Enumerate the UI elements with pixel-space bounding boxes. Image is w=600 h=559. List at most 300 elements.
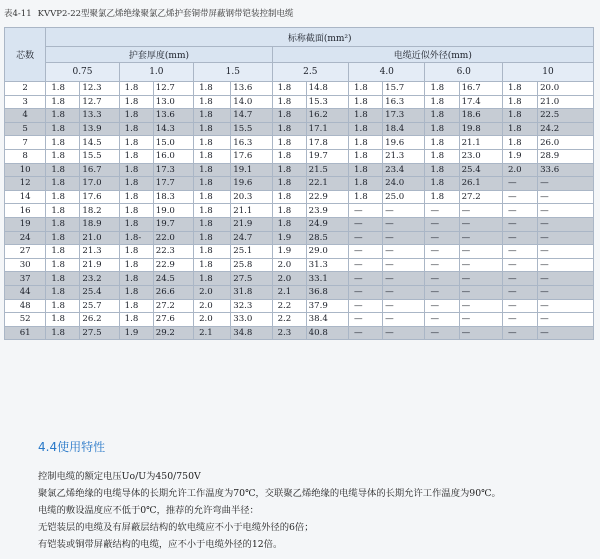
outer-diameter-cell: — — [459, 245, 502, 259]
sheath-thickness-cell: — — [349, 326, 383, 340]
outer-diameter-cell: — — [383, 272, 425, 286]
sheath-thickness-cell: — — [425, 326, 459, 340]
table-title: KVVP2-22型聚氯乙烯绝缘聚氯乙烯护套铜带屏蔽钢带铠装控制电缆 — [37, 9, 294, 19]
sheath-thickness-cell: 1.8 — [194, 177, 231, 191]
sheath-thickness-cell: — — [425, 258, 459, 272]
outer-diameter-cell: 23.9 — [306, 204, 348, 218]
cores-cell: 27 — [5, 245, 46, 259]
paragraph-rated-voltage: 控制电缆的额定电压Uo/U为450/750V — [38, 471, 201, 482]
outer-diameter-cell: 27.2 — [153, 299, 193, 313]
sheath-thickness-cell: 1.8 — [349, 136, 383, 150]
cores-cell: 8 — [5, 149, 46, 163]
outer-diameter-cell: 22.1 — [306, 177, 348, 191]
paragraph-laying-temperature: 电缆的敷设温度应不低于0℃，推荐的允许弯曲半径： — [38, 505, 259, 516]
outer-diameter-cell: 17.4 — [459, 95, 502, 109]
outer-diameter-cell: 21.0 — [80, 231, 119, 245]
outer-diameter-cell: 19.1 — [231, 163, 272, 177]
outer-diameter-cell: 19.7 — [306, 149, 348, 163]
outer-diameter-cell: 24.7 — [231, 231, 272, 245]
outer-diameter-cell: — — [459, 326, 502, 340]
sheath-thickness-cell: 1.8 — [194, 258, 231, 272]
sheath-thickness-cell: — — [349, 285, 383, 299]
outer-diameter-cell: 18.3 — [153, 190, 193, 204]
sheath-thickness-cell: 1.8 — [349, 149, 383, 163]
sheath-thickness-cell: — — [502, 326, 537, 340]
outer-diameter-cell: — — [459, 299, 502, 313]
sheath-thickness-cell: 1.8 — [272, 82, 306, 96]
outer-diameter-cell: 19.7 — [153, 217, 193, 231]
sheath-thickness-cell: 1.8 — [194, 204, 231, 218]
outer-diameter-cell: 17.3 — [153, 163, 193, 177]
table-row — [5, 258, 594, 272]
outer-diameter-cell: 27.5 — [231, 272, 272, 286]
sheath-thickness-cell: 1.8 — [272, 190, 306, 204]
sheath-thickness-cell: 1.8 — [272, 163, 306, 177]
sheath-thickness-cell: 1.9 — [272, 245, 306, 259]
outer-diameter-cell: — — [459, 272, 502, 286]
cores-header: 芯数 — [5, 28, 46, 82]
sheath-thickness-cell: 1.8 — [194, 122, 231, 136]
outer-diameter-cell: 22.9 — [153, 258, 193, 272]
outer-diameter-cell: — — [538, 231, 594, 245]
sheath-thickness-cell: 1.8 — [349, 177, 383, 191]
outer-diameter-cell: 14.8 — [306, 82, 348, 96]
sheath-thickness-cell: 1.9 — [119, 326, 153, 340]
sheath-thickness-cell: 1.8 — [46, 190, 80, 204]
sheath-thickness-cell: 1.8 — [194, 136, 231, 150]
cores-cell: 37 — [5, 272, 46, 286]
sheath-thickness-cell: 1.8 — [272, 109, 306, 123]
sheath-thickness-cell: 2.0 — [502, 163, 537, 177]
outer-diameter-cell: 33.6 — [538, 163, 594, 177]
outer-diameter-cell: 28.9 — [538, 149, 594, 163]
outer-diameter-cell: — — [538, 217, 594, 231]
sheath-thickness-cell: 1.8 — [119, 149, 153, 163]
cores-cell: 52 — [5, 313, 46, 327]
sheath-thickness-cell: 1.8 — [46, 136, 80, 150]
table-row — [5, 109, 594, 123]
cores-cell: 7 — [5, 136, 46, 150]
outer-diameter-cell: 25.8 — [231, 258, 272, 272]
outer-diameter-cell: 19.8 — [459, 122, 502, 136]
sheath-thickness-header: 护套厚度(mm) — [46, 47, 272, 63]
cores-cell: 10 — [5, 163, 46, 177]
outer-diameter-cell: — — [538, 245, 594, 259]
sheath-thickness-cell: 1.8 — [272, 217, 306, 231]
table-row — [5, 217, 594, 231]
cross-section-label: 1.5 — [194, 63, 273, 82]
outer-diameter-cell: 31.3 — [306, 258, 348, 272]
outer-diameter-cell: 19.6 — [383, 136, 425, 150]
sheath-thickness-cell: — — [502, 272, 537, 286]
sheath-thickness-cell: — — [425, 285, 459, 299]
outer-diameter-cell: — — [383, 217, 425, 231]
sheath-thickness-cell: 1.8 — [46, 82, 80, 96]
outer-diameter-cell: 14.0 — [231, 95, 272, 109]
sheath-thickness-cell: — — [349, 299, 383, 313]
outer-diameter-cell: — — [538, 326, 594, 340]
sheath-thickness-cell: 1.8 — [502, 82, 537, 96]
sheath-thickness-cell: — — [502, 313, 537, 327]
table-row — [5, 82, 594, 96]
cross-section-label: 6.0 — [425, 63, 502, 82]
outer-diameter-cell: 22.0 — [153, 231, 193, 245]
outer-diameter-cell: 14.3 — [153, 122, 193, 136]
sheath-thickness-cell: 1.8 — [119, 258, 153, 272]
outer-diameter-cell: 19.6 — [231, 177, 272, 191]
sheath-thickness-cell: 1.8 — [194, 190, 231, 204]
outer-diameter-cell: 13.3 — [80, 109, 119, 123]
cores-cell: 4 — [5, 109, 46, 123]
outer-diameter-cell: 15.5 — [80, 149, 119, 163]
table-row — [5, 149, 594, 163]
outer-diameter-cell: 29.2 — [153, 326, 193, 340]
cores-cell: 48 — [5, 299, 46, 313]
cores-cell: 3 — [5, 95, 46, 109]
sheath-thickness-cell: 1.8 — [119, 122, 153, 136]
outer-diameter-cell: 20.0 — [538, 82, 594, 96]
outer-diameter-cell: — — [538, 313, 594, 327]
outer-diameter-cell: 19.0 — [153, 204, 193, 218]
cores-cell: 61 — [5, 326, 46, 340]
outer-diameter-cell: 21.5 — [306, 163, 348, 177]
sheath-thickness-cell: 1.8 — [194, 95, 231, 109]
outer-diameter-cell: 17.0 — [80, 177, 119, 191]
paragraph-bend-radius-armored: 有铠装或铜带屏蔽结构的电缆，应不小于电缆外径的12倍。 — [38, 539, 283, 550]
table-row — [5, 122, 594, 136]
section-heading: 4.4使用特性 — [38, 440, 106, 454]
outer-diameter-cell: — — [538, 190, 594, 204]
outer-diameter-cell: 16.3 — [231, 136, 272, 150]
outer-diameter-cell: — — [459, 231, 502, 245]
outer-diameter-cell: 16.7 — [80, 163, 119, 177]
outer-diameter-cell: — — [459, 204, 502, 218]
sheath-thickness-cell: 1.8 — [349, 163, 383, 177]
sheath-thickness-cell: 1.8 — [272, 204, 306, 218]
sheath-thickness-cell: 1.8 — [46, 326, 80, 340]
sheath-thickness-cell: 1.8 — [46, 177, 80, 191]
outer-diameter-cell: — — [383, 231, 425, 245]
outer-diameter-cell: 21.3 — [80, 245, 119, 259]
outer-diameter-cell: 16.0 — [153, 149, 193, 163]
sheath-thickness-cell: 1.8 — [119, 109, 153, 123]
sheath-thickness-cell: — — [349, 217, 383, 231]
outer-diameter-cell: 22.9 — [306, 190, 348, 204]
sheath-thickness-cell: 1.8 — [194, 109, 231, 123]
outer-diameter-cell: 37.9 — [306, 299, 348, 313]
sheath-thickness-cell: 1.8 — [194, 272, 231, 286]
sheath-thickness-cell: 1.8- — [119, 231, 153, 245]
outer-diameter-cell: — — [538, 272, 594, 286]
table-row — [5, 163, 594, 177]
sheath-thickness-cell: — — [502, 245, 537, 259]
cross-section-label: 0.75 — [46, 63, 119, 82]
outer-diameter-cell: 21.0 — [538, 95, 594, 109]
cross-section-label: 2.5 — [272, 63, 348, 82]
sheath-thickness-cell: 1.8 — [46, 163, 80, 177]
outer-diameter-cell: — — [383, 313, 425, 327]
sheath-thickness-cell: — — [425, 299, 459, 313]
sheath-thickness-cell: 1.8 — [272, 122, 306, 136]
outer-diameter-cell: 17.6 — [231, 149, 272, 163]
outer-diameter-cell: — — [383, 258, 425, 272]
sheath-thickness-cell: 2.1 — [194, 326, 231, 340]
sheath-thickness-cell: 2.2 — [272, 313, 306, 327]
outer-diameter-cell: 18.9 — [80, 217, 119, 231]
sheath-thickness-cell: — — [425, 231, 459, 245]
outer-diameter-cell: — — [538, 285, 594, 299]
sheath-thickness-cell: 1.8 — [46, 313, 80, 327]
sheath-thickness-cell: — — [502, 285, 537, 299]
outer-diameter-cell: 21.1 — [231, 204, 272, 218]
outer-diameter-cell: — — [538, 258, 594, 272]
sheath-thickness-cell: 2.2 — [272, 299, 306, 313]
outer-diameter-cell: 34.8 — [231, 326, 272, 340]
outer-diameter-cell: 23.0 — [459, 149, 502, 163]
outer-diameter-cell: 36.8 — [306, 285, 348, 299]
outer-diameter-cell: 21.1 — [459, 136, 502, 150]
table-row — [5, 136, 594, 150]
sheath-thickness-cell: 1.8 — [119, 299, 153, 313]
sheath-thickness-cell: 1.8 — [502, 95, 537, 109]
cores-cell: 30 — [5, 258, 46, 272]
sheath-thickness-cell: 1.8 — [272, 149, 306, 163]
outer-diameter-cell: 17.1 — [306, 122, 348, 136]
sheath-thickness-cell: 1.8 — [119, 163, 153, 177]
outer-diameter-cell: 33.1 — [306, 272, 348, 286]
outer-diameter-cell: 15.0 — [153, 136, 193, 150]
table-row — [5, 245, 594, 259]
sheath-thickness-cell: 2.0 — [194, 285, 231, 299]
sheath-thickness-cell: — — [349, 204, 383, 218]
sheath-thickness-cell: — — [425, 313, 459, 327]
sheath-thickness-cell: 1.8 — [425, 82, 459, 96]
outer-diameter-cell: — — [538, 299, 594, 313]
sheath-thickness-cell: 1.8 — [46, 285, 80, 299]
sheath-thickness-cell: 1.8 — [119, 136, 153, 150]
sheath-thickness-cell: 1.8 — [502, 136, 537, 150]
table-row — [5, 299, 594, 313]
outer-diameter-cell: 26.2 — [80, 313, 119, 327]
outer-diameter-header: 电缆近似外径(mm) — [272, 47, 593, 63]
sheath-thickness-cell: 1.8 — [46, 258, 80, 272]
sheath-thickness-cell: — — [349, 313, 383, 327]
cross-section-label: 10 — [502, 63, 593, 82]
sheath-thickness-cell: 2.0 — [194, 313, 231, 327]
sheath-thickness-cell: 1.8 — [194, 82, 231, 96]
outer-diameter-cell: — — [538, 204, 594, 218]
sheath-thickness-cell: 1.8 — [272, 177, 306, 191]
table-row — [5, 326, 594, 340]
sheath-thickness-cell: 1.8 — [119, 190, 153, 204]
sheath-thickness-cell: 1.8 — [425, 163, 459, 177]
sheath-thickness-cell: 1.8 — [425, 122, 459, 136]
outer-diameter-cell: 24.9 — [306, 217, 348, 231]
cross-section-label: 1.0 — [119, 63, 193, 82]
sheath-thickness-cell: 1.8 — [46, 204, 80, 218]
sheath-thickness-cell: 2.3 — [272, 326, 306, 340]
outer-diameter-cell: 21.9 — [80, 258, 119, 272]
outer-diameter-cell: 22.5 — [538, 109, 594, 123]
sheath-thickness-cell: 2.1 — [272, 285, 306, 299]
table-row — [5, 285, 594, 299]
outer-diameter-cell: 18.6 — [459, 109, 502, 123]
sheath-thickness-cell: 1.9 — [502, 149, 537, 163]
outer-diameter-cell: 27.5 — [80, 326, 119, 340]
outer-diameter-cell: — — [383, 299, 425, 313]
sheath-thickness-cell: 1.8 — [119, 313, 153, 327]
outer-diameter-cell: 22.3 — [153, 245, 193, 259]
cross-section-header: 标称截面(mm²) — [46, 28, 594, 47]
outer-diameter-cell: — — [383, 245, 425, 259]
sheath-thickness-cell: 1.8 — [425, 136, 459, 150]
outer-diameter-cell: 40.8 — [306, 326, 348, 340]
outer-diameter-cell: 25.4 — [80, 285, 119, 299]
table-row — [5, 204, 594, 218]
outer-diameter-cell: — — [383, 285, 425, 299]
cores-cell: 5 — [5, 122, 46, 136]
outer-diameter-cell: 16.3 — [383, 95, 425, 109]
sheath-thickness-cell: 1.8 — [194, 149, 231, 163]
sheath-thickness-cell: 1.8 — [194, 231, 231, 245]
outer-diameter-cell: 17.3 — [383, 109, 425, 123]
sheath-thickness-cell: 1.8 — [46, 272, 80, 286]
sheath-thickness-cell: 2.0 — [272, 258, 306, 272]
outer-diameter-cell: 12.7 — [153, 82, 193, 96]
outer-diameter-cell: 25.0 — [383, 190, 425, 204]
sheath-thickness-cell: 1.8 — [272, 95, 306, 109]
sheath-thickness-cell: — — [502, 190, 537, 204]
sheath-thickness-cell: 1.8 — [425, 149, 459, 163]
outer-diameter-cell: — — [383, 204, 425, 218]
table-row — [5, 272, 594, 286]
sheath-thickness-cell: 1.8 — [46, 299, 80, 313]
outer-diameter-cell: 15.7 — [383, 82, 425, 96]
sheath-thickness-cell: 1.8 — [46, 245, 80, 259]
outer-diameter-cell: 14.7 — [231, 109, 272, 123]
sheath-thickness-cell: 1.8 — [349, 95, 383, 109]
sheath-thickness-cell: 1.8 — [46, 122, 80, 136]
sheath-thickness-cell: 1.8 — [194, 163, 231, 177]
sheath-thickness-cell: 1.8 — [119, 245, 153, 259]
outer-diameter-cell: — — [538, 177, 594, 191]
outer-diameter-cell: 27.2 — [459, 190, 502, 204]
sheath-thickness-cell: 1.8 — [119, 95, 153, 109]
outer-diameter-cell: 27.6 — [153, 313, 193, 327]
sheath-thickness-cell: 1.8 — [425, 95, 459, 109]
paragraph-bend-radius-unarmored: 无铠装层的电缆及有屏蔽层结构的软电缆应不小于电缆外径的6倍； — [38, 522, 314, 533]
sheath-thickness-cell: 1.8 — [349, 109, 383, 123]
sheath-thickness-cell: — — [349, 245, 383, 259]
sheath-thickness-cell: 2.0 — [194, 299, 231, 313]
table-row — [5, 190, 594, 204]
outer-diameter-cell: 15.3 — [306, 95, 348, 109]
outer-diameter-cell: 17.7 — [153, 177, 193, 191]
outer-diameter-cell: 24.5 — [153, 272, 193, 286]
sheath-thickness-cell: 1.8 — [349, 82, 383, 96]
sheath-thickness-cell: 1.8 — [119, 217, 153, 231]
outer-diameter-cell: 26.6 — [153, 285, 193, 299]
outer-diameter-cell: — — [383, 326, 425, 340]
cable-spec-table — [4, 27, 594, 340]
sheath-thickness-cell: 1.8 — [194, 245, 231, 259]
sheath-thickness-cell: 1.8 — [46, 109, 80, 123]
table-row — [5, 95, 594, 109]
sheath-thickness-cell: 1.8 — [46, 149, 80, 163]
cores-cell: 44 — [5, 285, 46, 299]
outer-diameter-cell: 13.9 — [80, 122, 119, 136]
cores-cell: 24 — [5, 231, 46, 245]
sheath-thickness-cell: 1.8 — [272, 136, 306, 150]
outer-diameter-cell: 24.0 — [383, 177, 425, 191]
cores-cell: 14 — [5, 190, 46, 204]
sheath-thickness-cell: — — [349, 231, 383, 245]
outer-diameter-cell: 25.1 — [231, 245, 272, 259]
sheath-thickness-cell: — — [502, 177, 537, 191]
table-number: 表4-11 — [4, 9, 32, 19]
sheath-thickness-cell: — — [349, 258, 383, 272]
paragraph-operating-temperature: 聚氯乙烯绝缘的电缆导体的长期允许工作温度为70℃，交联聚乙烯绝缘的电缆导体的长期允许工作温度为90℃。 — [38, 488, 501, 499]
sheath-thickness-cell: 1.8 — [194, 217, 231, 231]
outer-diameter-cell: 16.7 — [459, 82, 502, 96]
outer-diameter-cell: 25.7 — [80, 299, 119, 313]
cores-cell: 2 — [5, 82, 46, 96]
sheath-thickness-cell: — — [502, 204, 537, 218]
outer-diameter-cell: 13.6 — [153, 109, 193, 123]
sheath-thickness-cell: 1.8 — [119, 82, 153, 96]
sheath-thickness-cell: 1.8 — [119, 177, 153, 191]
cores-cell: 19 — [5, 217, 46, 231]
outer-diameter-cell: 38.4 — [306, 313, 348, 327]
outer-diameter-cell: 26.1 — [459, 177, 502, 191]
outer-diameter-cell: 25.4 — [459, 163, 502, 177]
sheath-thickness-cell: 1.8 — [46, 231, 80, 245]
sheath-thickness-cell: 1.8 — [46, 95, 80, 109]
outer-diameter-cell: 12.3 — [80, 82, 119, 96]
sheath-thickness-cell: 1.8 — [502, 122, 537, 136]
outer-diameter-cell: 21.9 — [231, 217, 272, 231]
outer-diameter-cell: 16.2 — [306, 109, 348, 123]
outer-diameter-cell: 18.2 — [80, 204, 119, 218]
outer-diameter-cell: — — [459, 258, 502, 272]
sheath-thickness-cell: — — [349, 272, 383, 286]
outer-diameter-cell: 28.5 — [306, 231, 348, 245]
outer-diameter-cell: — — [459, 285, 502, 299]
outer-diameter-cell: 15.5 — [231, 122, 272, 136]
table-row — [5, 313, 594, 327]
outer-diameter-cell: 31.8 — [231, 285, 272, 299]
sheath-thickness-cell: 1.8 — [502, 109, 537, 123]
sheath-thickness-cell: 1.8 — [119, 204, 153, 218]
outer-diameter-cell: 17.8 — [306, 136, 348, 150]
outer-diameter-cell: 17.6 — [80, 190, 119, 204]
table-row — [5, 177, 594, 191]
sheath-thickness-cell: 1.8 — [349, 190, 383, 204]
sheath-thickness-cell: 1.8 — [46, 217, 80, 231]
table-row — [5, 231, 594, 245]
sheath-thickness-cell: — — [425, 204, 459, 218]
sheath-thickness-cell: 1.9 — [272, 231, 306, 245]
sheath-thickness-cell: — — [502, 231, 537, 245]
outer-diameter-cell: 23.4 — [383, 163, 425, 177]
outer-diameter-cell: — — [459, 313, 502, 327]
outer-diameter-cell: 20.3 — [231, 190, 272, 204]
sheath-thickness-cell: 1.8 — [425, 177, 459, 191]
outer-diameter-cell: 29.0 — [306, 245, 348, 259]
outer-diameter-cell: 32.3 — [231, 299, 272, 313]
outer-diameter-cell: 24.2 — [538, 122, 594, 136]
sheath-thickness-cell: 1.8 — [119, 272, 153, 286]
